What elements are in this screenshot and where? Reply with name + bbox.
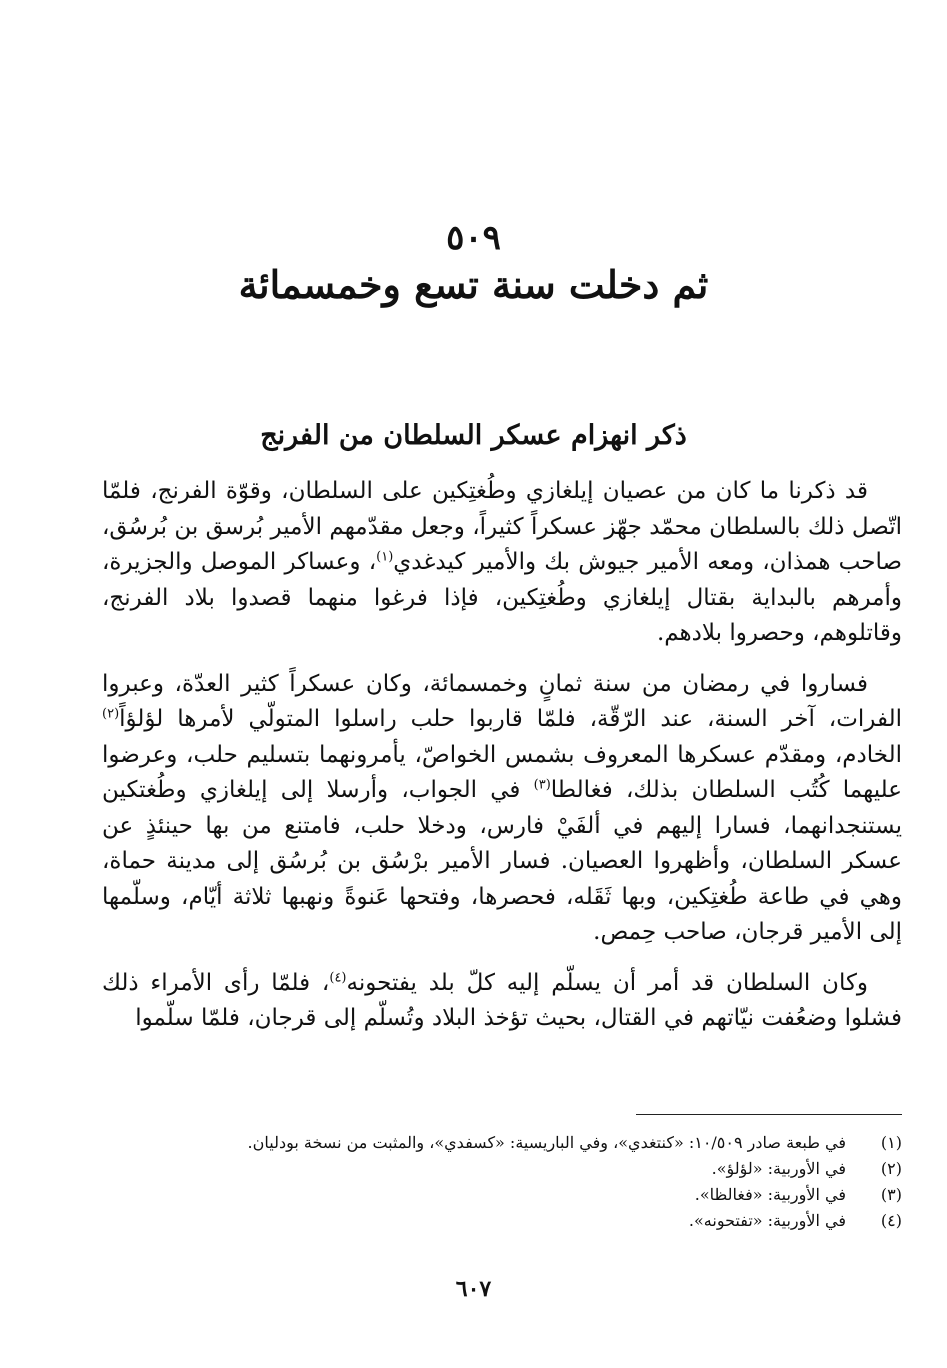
paragraph-2-part-2: الخادم، ومقدّم عسكرها المعروف بشمس الخواصّ، يأمرونهما بتسليم حلب، وعرضوا عليهما كُتُب السلطان بذلك، فغالطا xyxy=(102,741,902,803)
footnote-number: (٤) xyxy=(880,1211,902,1230)
footnotes xyxy=(102,1130,902,1234)
paragraph-1-part-2: ، وعساكر الموصل والجزيرة، وأمرهم بالبداية بقتال إيلغازي وطُغتِكين، فإذا فرغوا منهما قصدوا بلاد الفرنج، وقاتلوهم، وحصروا بلادهم. xyxy=(102,549,902,646)
footnote-4 xyxy=(102,1208,902,1234)
paragraph-3-part-1: وكان السلطان قد أمر أن يسلّم إليه كلّ بلد يفتحونه xyxy=(346,969,869,996)
footnote-1 xyxy=(102,1130,902,1156)
footnote-marker-3: (٣) xyxy=(533,777,551,793)
footnote-number: (٢) xyxy=(880,1159,902,1178)
footnote-text: في الأوربية: «فغالظا». xyxy=(694,1185,846,1204)
paragraph-2-part-1: فساروا في رمضان من سنة ثمانٍ وخمسمائة، وكان عسكراً كثير العدّة، وعبروا الفرات، آخر السنة، عند الرّقّة، فلمّا قاربوا حلب راسلوا المتولّي لأمرها لؤلؤاً xyxy=(102,670,902,732)
paragraph-1-part-1: قد ذكرنا ما كان من عصيان إيلغازي وطُغتِكين على السلطان، وقوّة الفرنج، فلمّا اتّصل ذلك بالسلطان محمّد جهّز عسكراً كثيراً، وجعل مقدّمهم الأمير بُرسق بن بُرسُق، صاحب همذان، ومعه الأمير جيوش بك والأمير كيدغدي xyxy=(102,478,902,575)
footnote-number: (١) xyxy=(880,1133,902,1152)
footnote-marker-2: (٢) xyxy=(102,706,120,722)
footnote-3 xyxy=(102,1182,902,1208)
footnote-marker-1: (١) xyxy=(376,549,394,565)
footnote-marker-4: (٤) xyxy=(329,969,347,985)
paragraph-2-part-3: في الجواب، وأرسلا إلى إيلغازي وطُغتكين يستنجدانهما، فسارا إليهم في ألفَيْ فارس، ودخلا حلب، فامتنع من بها حينئذٍ عن عسكر السلطان، وأظهروا العصيان. فسار الأمير برْسُق بن بُرسُق إلى مدينة حماة، وهي في طاعة طُغتِكين، وبها ثَقَله، فحصرها، وفتحها عَنوةً ونهبها ثلاثة أيّام، وسلّمها إلى الأمير قرجان، صاحب حِمص. xyxy=(102,777,902,945)
page-number: ٦٠٧ xyxy=(455,1276,492,1302)
footnote-divider xyxy=(636,1114,902,1115)
section-title: ذكر انهزام عسكر السلطان من الفرنج xyxy=(260,420,687,451)
paragraph-3-part-2: ، فلمّا رأى الأمراء ذلك فشلوا وضعُفت نيّاتهم في القتال، بحيث تؤخذ البلاد وتُسلّم إلى قرجان، فلمّا سلّموا xyxy=(102,969,902,1031)
year-title: ثم دخلت سنة تسع وخمسمائة xyxy=(238,262,709,307)
footnote-text: في الأوربية: «لؤلؤ». xyxy=(711,1159,846,1178)
paragraph-1 xyxy=(102,474,902,652)
footnote-text: في الأوربية: «تفتحونه». xyxy=(688,1211,846,1230)
year-number: ٥٠٩ xyxy=(446,218,501,258)
footnote-text: في طبعة صادر ١٠/٥٠٩: «كنتغدي»، وفي الباريسية: «كسفدي»، والمثبت من نسخة بودليان. xyxy=(247,1133,846,1152)
footnote-2 xyxy=(102,1156,902,1182)
paragraph-3 xyxy=(102,966,902,1037)
body-text xyxy=(102,474,902,1052)
paragraph-2 xyxy=(102,667,902,951)
footnote-number: (٣) xyxy=(880,1185,902,1204)
